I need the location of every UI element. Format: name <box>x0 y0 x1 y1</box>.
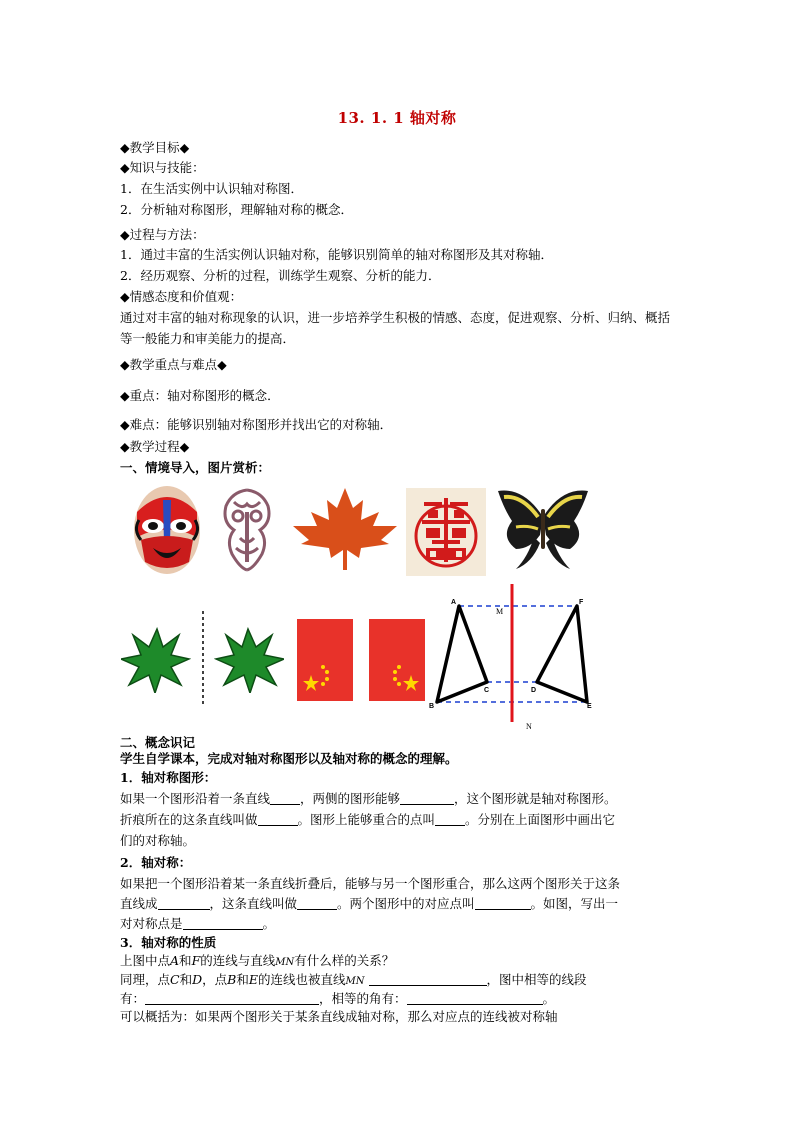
knowledge-heading: ◆知识与技能： <box>120 160 205 175</box>
section2-heading: 二、概念识记 <box>120 735 196 750</box>
property-question-3: 有： ，相等的角有： 。 <box>120 991 556 1006</box>
label-m: M <box>496 607 504 616</box>
triangle-fed <box>537 606 587 702</box>
concept1-line1: 如果一个图形沿着一条直线 ，两侧的图形能够 ，这个图形就是轴对称图形。 <box>120 791 617 806</box>
label-f: F <box>579 599 584 606</box>
concept2-line1: 如果把一个图形沿着某一条直线折叠后，能够与另一个图形重合，那么这两个图形关于这条 <box>120 876 621 891</box>
blank-symmetric-pair[interactable] <box>183 916 263 930</box>
blank-equal-angles[interactable] <box>407 991 543 1005</box>
section1-heading: 一、情境导入，图片赏析： <box>120 460 271 475</box>
opera-mask-image <box>127 482 207 576</box>
concept2-line2: 直线成 ，这条直线叫做 。两个图形中的对应点叫 。如图，写出一 <box>120 896 619 911</box>
self-study-instruction: 学生自学课本，完成对轴对称图形以及轴对称的概念的理解。 <box>120 751 458 766</box>
label-n: N <box>526 722 532 731</box>
blank-coincide[interactable] <box>400 791 454 805</box>
dragon-papercut-image <box>212 482 282 576</box>
process-item-2: 2．经历观察、分析的过程，训练学生观察、分析的能力． <box>120 268 441 283</box>
flag-left-image <box>297 619 353 701</box>
butterfly-image <box>494 487 592 573</box>
objectives-heading: ◆教学目标◆ <box>120 140 190 155</box>
label-b: B <box>429 703 435 710</box>
leaf-right-image <box>214 627 284 693</box>
triangle-abc <box>437 606 490 702</box>
blank-equal-segments[interactable] <box>145 991 319 1005</box>
knowledge-item-1: 1．在生活实例中认识轴对称图． <box>120 181 303 196</box>
process-item-1: 1．通过丰富的生活实例认识轴对称，能够识别简单的轴对称图形及其对称轴． <box>120 247 553 262</box>
label-a: A <box>451 599 457 606</box>
attitude-heading: ◆情感态度和价值观： <box>120 289 243 304</box>
concept1-line3: 们的对称轴。 <box>120 833 196 848</box>
label-c: C <box>484 687 490 694</box>
property-summary: 可以概括为：如果两个图形关于某条直线成轴对称，那么对应点的连线被对称轴 <box>120 1009 558 1024</box>
axis-symmetry-diagram <box>427 582 597 732</box>
double-happiness-papercut-image <box>406 488 486 576</box>
label-d: D <box>531 687 537 694</box>
blank-point-name[interactable] <box>435 812 465 826</box>
property-question-2: 同理，点C和D，点B和E的连线也被直线MN ，图中相等的线段 <box>120 972 587 987</box>
property-question-1: 上图中点A和F的连线与直线MN有什么样的关系？ <box>120 953 395 968</box>
blank-fold[interactable] <box>270 791 300 805</box>
blank-axis-name[interactable] <box>258 812 298 826</box>
attitude-text: 通过对丰富的轴对称现象的认识，进一步培养学生积极的情感、态度，促进观察、分析、归纳、概括等一般能力和审美能力的提高． <box>120 310 671 346</box>
blank-symmetry-type[interactable] <box>158 896 210 910</box>
page-title: 13. 1. 1 轴对称 <box>337 109 457 127</box>
teaching-process-heading: ◆教学过程◆ <box>120 439 190 454</box>
label-e: E <box>587 703 592 710</box>
process-heading: ◆过程与方法： <box>120 227 205 242</box>
concept2-line3: 对对称点是 。 <box>120 916 276 931</box>
concept2-heading: 2．轴对称： <box>120 855 192 870</box>
blank-corresponding-points[interactable] <box>475 896 531 910</box>
blank-line-name[interactable] <box>297 896 337 910</box>
concept1-heading: 1．轴对称图形： <box>120 770 217 785</box>
key-difficult-heading: ◆教学重点与难点◆ <box>120 357 227 372</box>
knowledge-item-2: 2．分析轴对称图形，理解轴对称的概念． <box>120 202 353 217</box>
maple-leaf-image <box>289 486 401 572</box>
difficult-point: ◆难点：能够识别轴对称图形并找出它的对称轴． <box>120 417 393 432</box>
dotted-symmetry-axis <box>199 611 207 707</box>
flag-right-image <box>369 619 425 701</box>
concept3-heading: 3．轴对称的性质 <box>120 935 217 950</box>
leaf-left-image <box>121 627 191 693</box>
key-point: ◆重点：轴对称图形的概念． <box>120 388 280 403</box>
concept1-line2: 折痕所在的这条直线叫做 。图形上能够重合的点叫 。分别在上面图形中画出它 <box>120 812 616 827</box>
blank-bisected[interactable] <box>369 972 487 986</box>
